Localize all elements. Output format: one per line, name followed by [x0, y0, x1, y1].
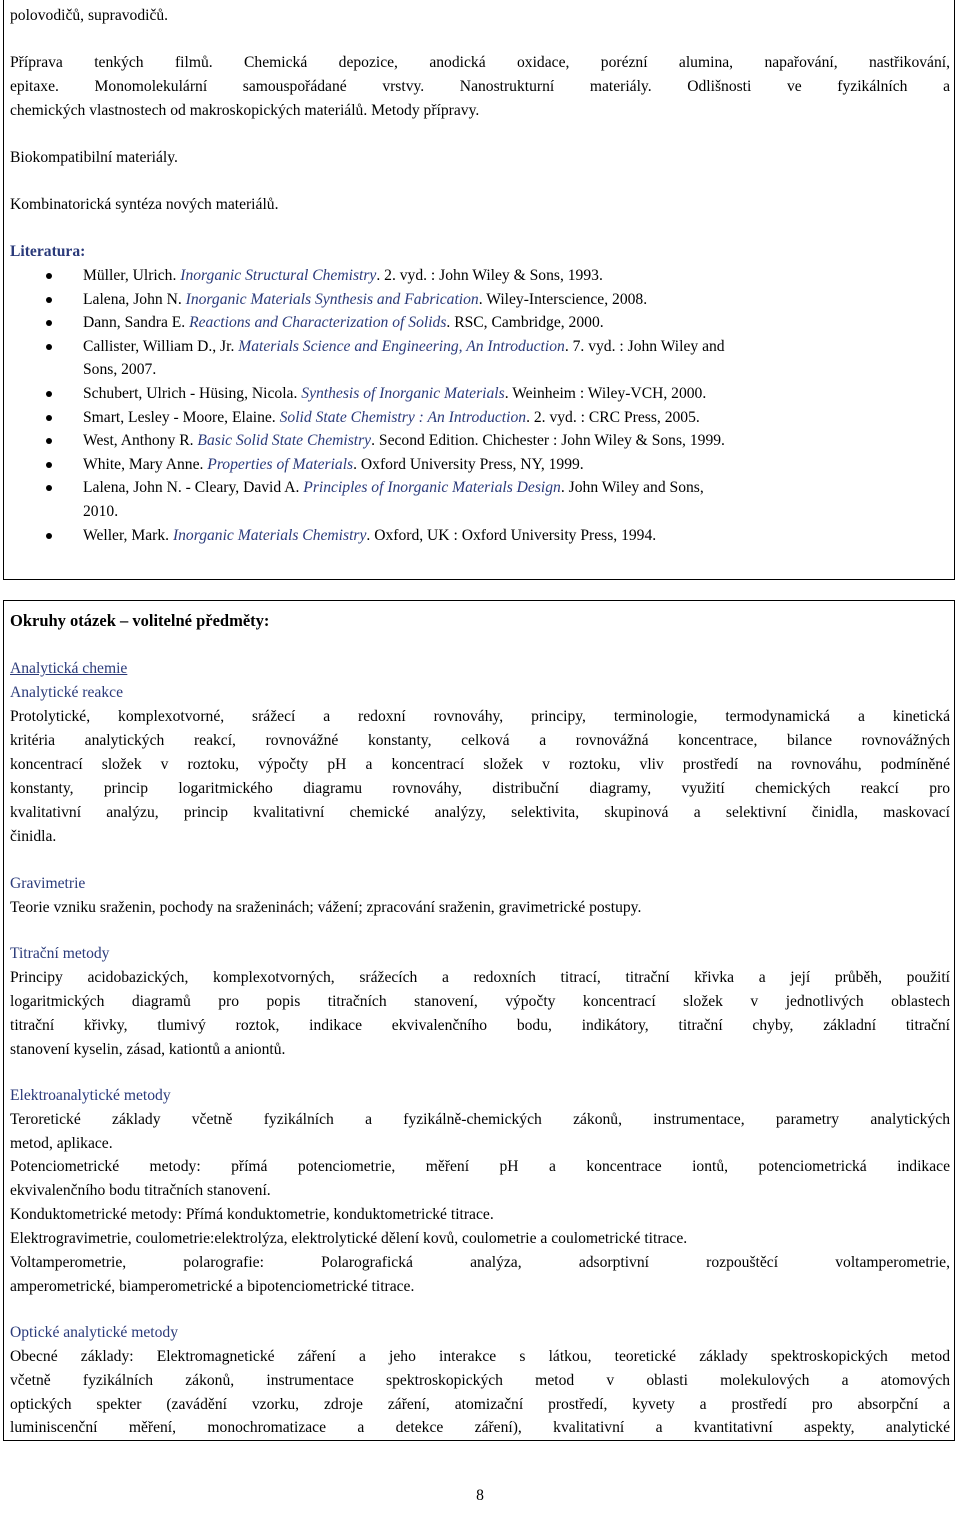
- text-line: činidla.: [10, 828, 57, 845]
- list-item: Müller, Ulrich. Inorganic Structural Chemistry. 2. vyd. : John Wiley & Sons, 1993.: [10, 264, 950, 288]
- text-line: epitaxe. Monomolekulární samouspořádané vrstvy. Nanostrukturní materiály. Odlišnosti ve fyzikálních a: [10, 78, 950, 95]
- text-line: Potenciometrické metody: přímá potenciometrie, měření pH a koncentrace iontů, potenciometrická indikace: [10, 1158, 950, 1175]
- topic-title: Elektroanalytické metody: [10, 1087, 171, 1104]
- bullet-icon: [46, 533, 52, 539]
- text-line: luminiscenční měření, monochromatizace a detekce záření), kvalitativní a kvantitativní aspekty, analytické: [10, 1419, 950, 1436]
- text-line: Protolytické, komplexotvorné, srážecí a redoxní rovnováhy, principy, terminologie, termodynamická a kinetická: [10, 708, 950, 725]
- list-item: Lalena, John N. - Cleary, David A. Principles of Inorganic Materials Design. John Wiley and Sons, 2010.: [10, 476, 950, 523]
- section-heading: Okruhy otázek – volitelné předměty:: [10, 611, 270, 630]
- topic-title: Optické analytické metody: [10, 1324, 179, 1341]
- text-line: metod, aplikace.: [10, 1135, 113, 1152]
- text-line: Kombinatorická syntéza nových materiálů.: [10, 196, 279, 213]
- text-line: Biokompatibilní materiály.: [10, 149, 178, 166]
- text-line: kritéria analytických reakcí, rovnovážné konstanty, celková a rovnovážná koncentrace, bilance rovnovážných: [10, 732, 950, 749]
- text-line: Teroretické základy včetně fyzikálních a fyzikálně-chemických zákonů, instrumentace, parametry analytických: [10, 1111, 950, 1128]
- topic-title: Titrační metody: [10, 945, 110, 962]
- bullet-icon: [46, 391, 52, 397]
- literature-list: [10, 264, 950, 547]
- text-line: Principy acidobazických, komplexotvorných, srážecích a redoxních titrací, titrační křivka a její průběh, použití: [10, 969, 950, 986]
- subject-title: Analytická chemie: [10, 660, 128, 677]
- bullet-icon: [46, 485, 52, 491]
- text-line: Elektrogravimetrie, coulometrie:elektrolýza, elektrolytické dělení kovů, coulometrie a coulometrické titrace.: [10, 1230, 688, 1247]
- text-line: Konduktometrické metody: Přímá konduktometrie, konduktometrické titrace.: [10, 1206, 494, 1223]
- text-line: včetně fyzikálních zákonů, instrumentace spektroskopických metod v oblasti molekulových a atomových: [10, 1372, 950, 1389]
- list-item: Smart, Lesley - Moore, Elaine. Solid State Chemistry : An Introduction. 2. vyd. : CRC Press, 2005.: [10, 406, 950, 430]
- literature-heading: Literatura:: [10, 243, 86, 260]
- topic-title: Analytické reakce: [10, 684, 123, 701]
- bullet-icon: [46, 415, 52, 421]
- bullet-icon: [46, 297, 52, 303]
- text-line: chemických vlastnostech od makroskopických materiálů. Metody přípravy.: [10, 102, 480, 119]
- page-number: 8: [476, 1487, 484, 1504]
- text-line: konstanty, princip logaritmického diagramu rovnováhy, distribuční diagramy, využití chemických reakcí pro: [10, 780, 950, 797]
- list-item: Weller, Mark. Inorganic Materials Chemistry. Oxford, UK : Oxford University Press, 1994.: [10, 524, 950, 548]
- bullet-icon: [46, 344, 52, 350]
- text-line: Teorie vzniku sraženin, pochody na sraženinách; vážení; zpracování sraženin, gravimetrické postupy.: [10, 899, 642, 916]
- list-item: Callister, William D., Jr. Materials Science and Engineering, An Introduction. 7. vyd. : John Wiley and Sons, 2007.: [10, 335, 950, 382]
- list-item: Dann, Sandra E. Reactions and Characterization of Solids. RSC, Cambridge, 2000.: [10, 311, 950, 335]
- bullet-icon: [46, 320, 52, 326]
- bullet-icon: [46, 438, 52, 444]
- list-item: White, Mary Anne. Properties of Materials. Oxford University Press, NY, 1999.: [10, 453, 950, 477]
- topic-title: Gravimetrie: [10, 875, 86, 892]
- list-item: Schubert, Ulrich - Hüsing, Nicola. Synthesis of Inorganic Materials. Weinheim : Wiley-VCH, 2000.: [10, 382, 950, 406]
- text-line: Obecné základy: Elektromagnetické záření a jeho interakce s látkou, teoretické základy spektroskopických metod: [10, 1348, 950, 1365]
- text-line: stanovení kyselin, zásad, kationtů a aniontů.: [10, 1041, 286, 1058]
- text-line: Příprava tenkých filmů. Chemická depozice, anodická oxidace, porézní alumina, napařování, nastřikování,: [10, 54, 950, 71]
- text-line: koncentrací složek v roztoku, výpočty pH a koncentrací složek v roztoku, vliv prostředí na rovnováhu, podmíněné: [10, 756, 950, 773]
- list-item: Lalena, John N. Inorganic Materials Synthesis and Fabrication. Wiley-Interscience, 2008.: [10, 288, 950, 312]
- text-line: kvalitativní analýzu, princip kvalitativní chemické analýzy, selektivita, skupinová a selektivní činidla, maskovací: [10, 804, 950, 821]
- text-line: optických spekter (zavádění vzorku, zdroje záření, atomizační prostředí, kyvety a prostředí pro absorpční a: [10, 1396, 950, 1413]
- text-line: titrační křivky, tlumivý roztok, indikace ekvivalenčního bodu, indikátory, titrační chyby, základní titrační: [10, 1017, 950, 1034]
- bullet-icon: [46, 273, 52, 279]
- list-item: West, Anthony R. Basic Solid State Chemistry. Second Edition. Chichester : John Wiley & Sons, 1999.: [10, 429, 950, 453]
- text-line: amperometrické, biamperometrické a bipotenciometrické titrace.: [10, 1278, 415, 1295]
- text-line: ekvivalenčního bodu titračních stanovení.: [10, 1182, 271, 1199]
- text-line: Voltamperometrie, polarografie: Polarografická analýza, adsorptivní rozpouštěcí voltamperometrie,: [10, 1254, 950, 1271]
- text-line: polovodičů, supravodičů.: [10, 7, 169, 24]
- bullet-icon: [46, 462, 52, 468]
- text-line: logaritmických diagramů pro popis titračních stanovení, výpočty koncentrací složek v jednotlivých oblastech: [10, 993, 950, 1010]
